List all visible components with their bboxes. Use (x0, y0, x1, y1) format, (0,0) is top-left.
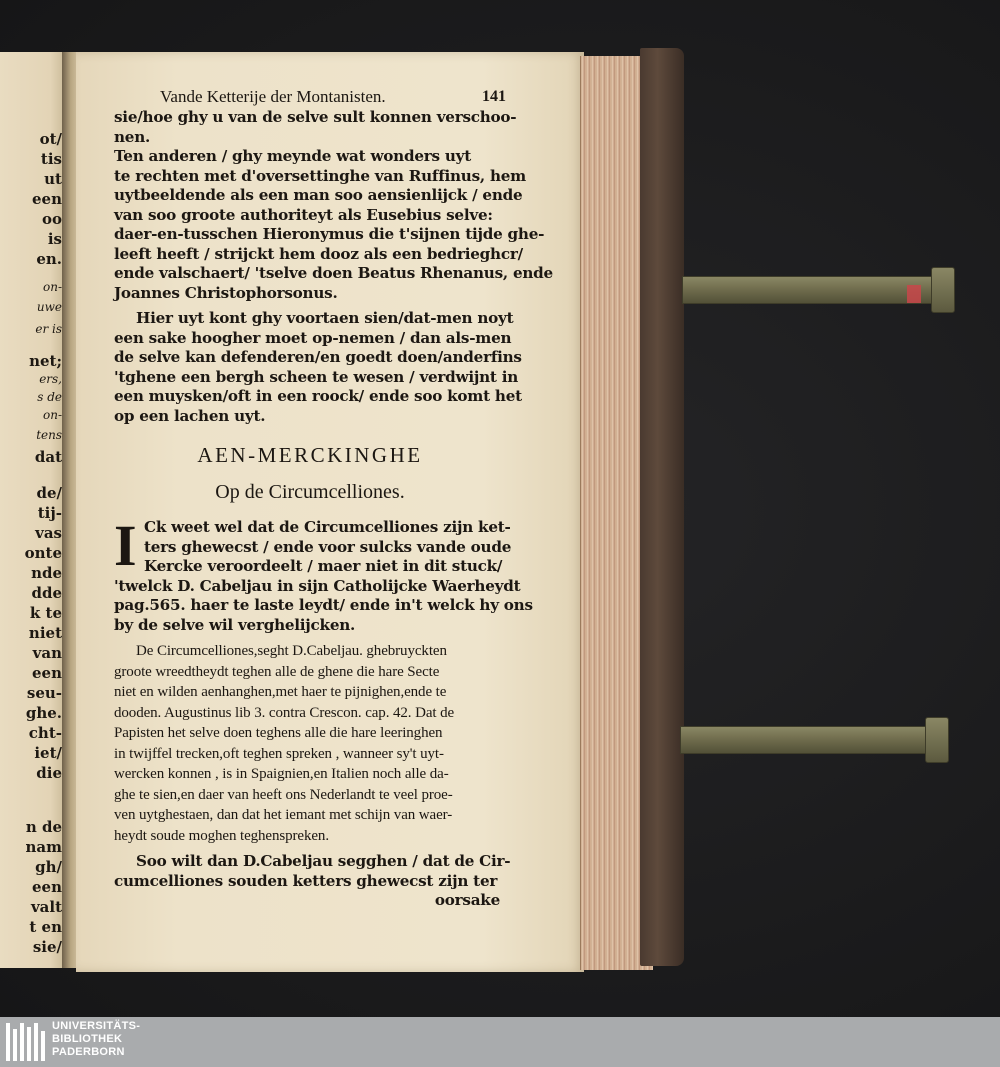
text-line: De Circumcelliones,seght D.Cabeljau. ghebruyckten (136, 643, 447, 659)
left-page-fragment: er is (35, 322, 62, 336)
left-page-fragment: onte (24, 544, 62, 562)
left-page-fragment: nam (25, 838, 62, 856)
left-page-fragment: gh/ (35, 858, 62, 876)
left-page-fragment: dde (31, 584, 62, 602)
left-page-fragment: ut (44, 170, 62, 188)
text-line: Papisten het selve doen teghens alle die hare leeringhen (114, 725, 443, 741)
left-page-fragment: uwe (36, 300, 62, 314)
left-page-fragment: cht- (28, 724, 62, 742)
text-line: Ck weet wel dat de Circumcelliones zijn ket- (144, 518, 511, 536)
paragraph-1 (114, 108, 553, 303)
text-line: groote wreedtheydt teghen alle de ghene die hare Secte (114, 663, 440, 680)
text-line: een muysken/oft in een roock/ ende soo komt het (114, 387, 522, 405)
text-line: Soo wilt dan D.Cabeljau segghen / dat de Cir- (136, 852, 511, 870)
text-line: dooden. Augustinus lib 3. contra Crescon. cap. 42. Dat de (114, 704, 455, 721)
running-title: Vande Ketterije der Montanisten. (160, 87, 386, 106)
text-line: nen. (114, 127, 151, 146)
book-cover-edge (640, 48, 684, 966)
drop-capital: I (114, 513, 137, 578)
text-line: heydt soude moghen teghenspreken. (114, 827, 329, 844)
running-header (114, 86, 506, 108)
left-page-fragment: tens (36, 428, 62, 442)
library-name: UNIVERSITÄTS- BIBLIOTHEK PADERBORN (52, 1020, 141, 1058)
text-line: by de selve wil verghelijcken. (114, 615, 356, 634)
left-page-fragment: net; (29, 352, 62, 370)
upper-clasp-end (931, 267, 955, 313)
text-line: niet en wilden aenhanghen,met haer te pijnighen,ende te (114, 684, 447, 700)
text-line: daer-en-tusschen Hieronymus die t'sijnen tijde ghe- (114, 225, 545, 243)
left-page-fragment: tij- (37, 504, 62, 522)
lower-clasp-end (925, 717, 949, 763)
text-line: een sake hoogher moet op-nemen / dan als-men (114, 328, 512, 347)
left-page-fragment: tis (40, 150, 62, 168)
left-page-fragment: iet/ (34, 744, 62, 762)
left-page-fragment: k te (29, 604, 62, 622)
text-line: wercken konnen , is in Spaignien,en Italien noch alle da- (114, 766, 449, 782)
text-line: cumcelliones souden ketters ghewecst zijn ter (114, 871, 498, 890)
left-page-fragment: nde (31, 564, 62, 582)
text-line: 'tghene een bergh scheen te wesen / verdwijnt in (114, 367, 519, 386)
text-line: ven uytghestaen, dan dat het iemant met schijn van waer- (114, 807, 453, 823)
text-line: Ten anderen / ghy meynde wat wonders uyt (114, 147, 471, 165)
left-page-fragment: valt (30, 898, 62, 916)
paragraph-4 (114, 852, 511, 911)
text-line: Kercke veroordeelt / maer niet in dit stuck/ (144, 557, 503, 575)
left-page-fragment: de/ (36, 484, 62, 502)
left-page-fragment: oo (41, 210, 62, 228)
left-page-fragment: vas (35, 524, 62, 542)
left-page-fragment: die (36, 764, 62, 782)
text-line: te rechten met d'oversettinghe van Ruffinus, hem (114, 166, 526, 185)
text-line: oorsake (434, 891, 500, 909)
paragraph-3 (114, 513, 533, 635)
left-page-fragment: seu- (26, 684, 62, 702)
left-page-fragment: een (32, 664, 62, 682)
upper-clasp (682, 276, 942, 304)
text-line: Hier uyt kont ghy voortaen sien/dat-men noyt (136, 309, 514, 327)
left-page-fragment: on- (42, 408, 62, 422)
text-line: pag.565. haer te laste leydt/ ende in't welck hy ons (114, 596, 533, 614)
text-line: op een lachen uyt. (114, 406, 266, 425)
library-footer (0, 1017, 1000, 1067)
left-page-fragment: sie/ (32, 938, 62, 956)
text-line: leeft heeft / strijckt hem dooz als een bedrieghcr/ (114, 244, 523, 263)
left-page-fragment: s de (37, 390, 62, 404)
left-page-fragment: niet (28, 624, 62, 642)
page-number: 141 (482, 88, 506, 105)
left-page-fragment: is (47, 230, 62, 248)
left-page-fragment: en. (36, 250, 62, 268)
lower-clasp (680, 726, 936, 754)
left-page-fragment: on- (42, 280, 62, 294)
red-mark (907, 285, 921, 303)
left-page-fragment: dat (34, 448, 62, 466)
left-page-fragment: t en (29, 918, 62, 936)
left-page-fragment: ot/ (39, 130, 62, 148)
text-line: Joannes Christophorsonus. (114, 283, 338, 302)
left-page-fragment: van (32, 644, 62, 662)
left-page-fragment: ghe. (25, 704, 62, 722)
text-line: uytbeeldende als een man soo aensienlijck / ende (114, 186, 523, 204)
library-logo-icon (6, 1023, 45, 1061)
left-page-fragment: n de (25, 818, 62, 836)
section-heading: AEN-MERCKINGHE (197, 443, 423, 467)
text-line: in twijffel trecken,oft teghen spreken , wanneer sy't uyt- (114, 745, 444, 762)
text-line: de selve kan defenderen/en goedt doen/anderfins (114, 348, 522, 366)
left-page-fragment: een (32, 190, 62, 208)
text-line: ende valschaert/ 'tselve doen Beatus Rhenanus, ende (114, 264, 553, 282)
text-line: ghe te sien,en daer van heeft ons Nederlandt te veel proe- (114, 786, 453, 803)
text-line: 'twelck D. Cabeljau in sijn Catholijcke Waerheydt (114, 576, 521, 595)
quote-paragraph (114, 641, 506, 846)
page-text (114, 86, 553, 911)
text-line: ters ghewecst / ende voor sulcks vande oude (144, 537, 512, 556)
paragraph-2 (114, 309, 522, 426)
text-line: sie/hoe ghy u van de selve sult konnen verschoo- (114, 108, 517, 126)
left-page-fragment: een (32, 878, 62, 896)
section-subheading: Op de Circumcelliones. (215, 481, 405, 503)
text-line: van soo groote authoriteyt als Eusebius selve: (114, 205, 493, 224)
left-page-fragment: ers, (39, 372, 62, 386)
